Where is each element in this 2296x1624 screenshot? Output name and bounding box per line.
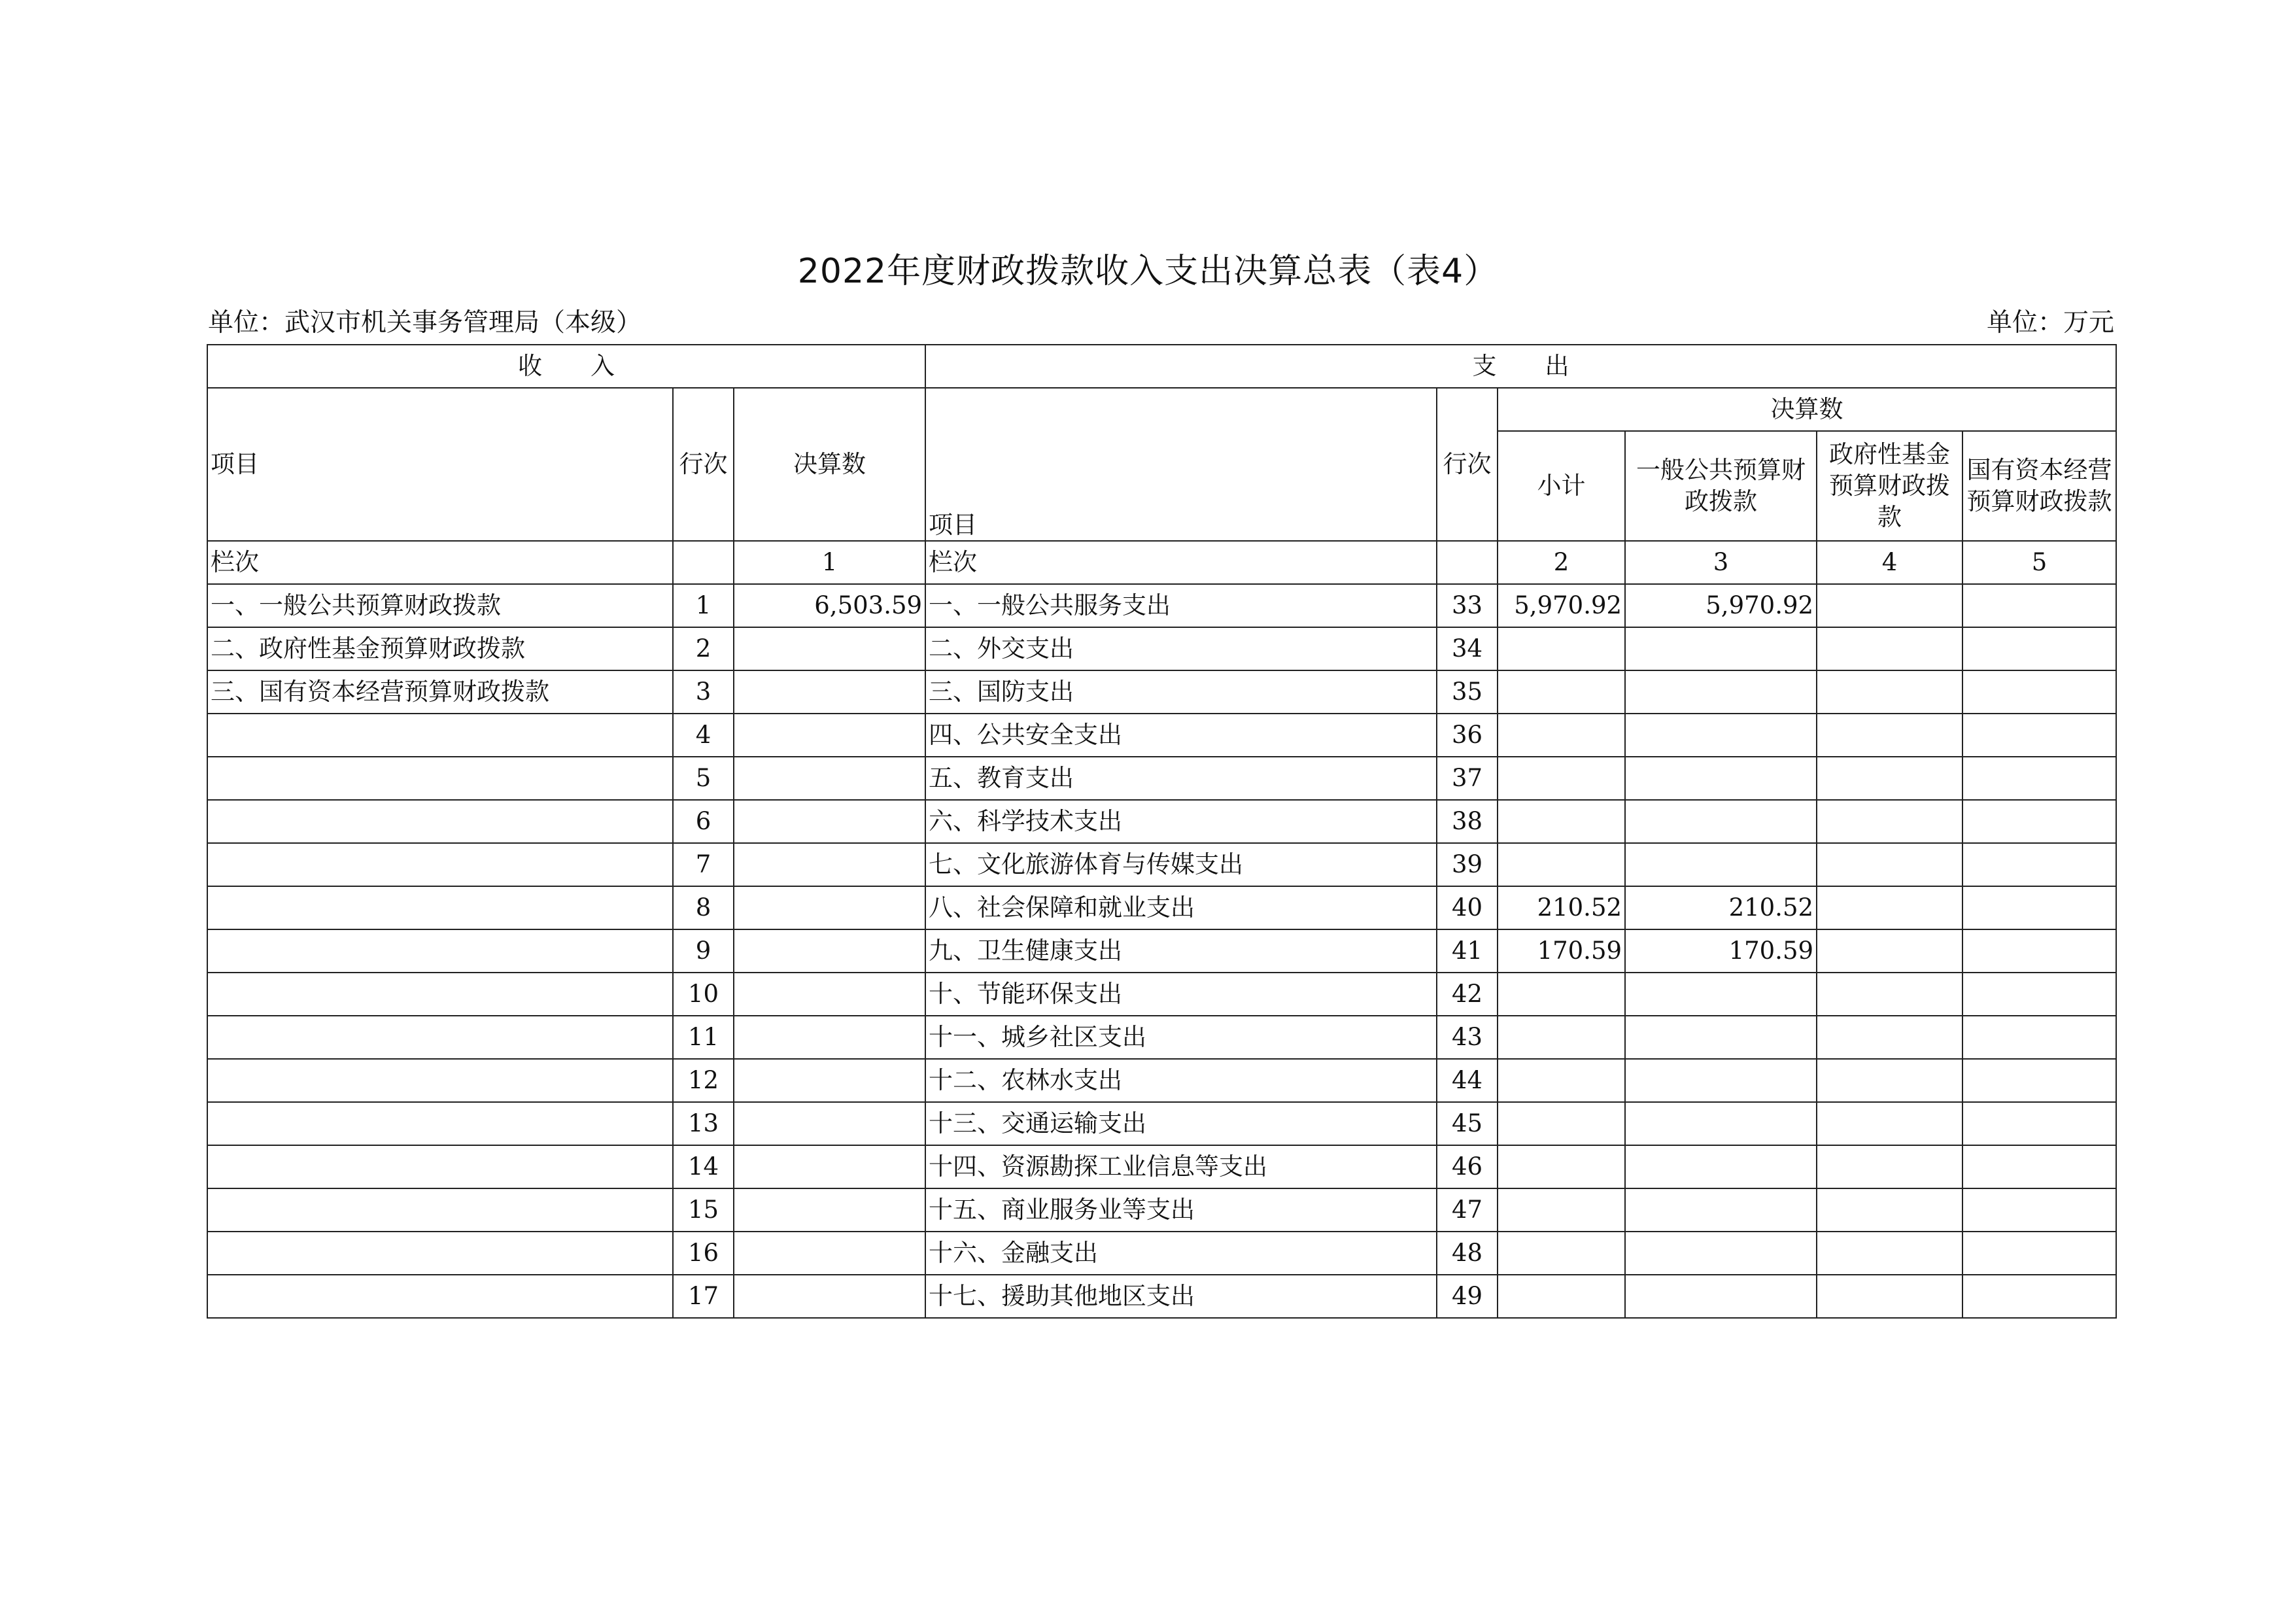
income-row-no-cell: 4 — [673, 714, 734, 757]
income-item-cell — [207, 1188, 673, 1232]
income-item-cell: 三、国有资本经营预算财政拨款 — [207, 670, 673, 714]
state-capital-cell — [1962, 843, 2116, 886]
state-capital-cell — [1962, 757, 2116, 800]
income-item-cell — [207, 1275, 673, 1318]
income-item-cell — [207, 886, 673, 929]
budget-settlement-table — [207, 344, 2117, 1319]
table-row — [207, 843, 2116, 886]
state-capital-cell — [1962, 1059, 2116, 1102]
expense-row-no-cell: 35 — [1437, 670, 1498, 714]
general-budget-cell: 170.59 — [1625, 929, 1817, 973]
expense-item-cell: 十三、交通运输支出 — [925, 1102, 1437, 1145]
general-budget-cell — [1625, 1232, 1817, 1275]
income-row-no-cell: 9 — [673, 929, 734, 973]
general-budget-cell — [1625, 800, 1817, 843]
page-title: 2022年度财政拨款收入支出决算总表（表4） — [797, 252, 1499, 291]
table-row — [207, 800, 2116, 843]
general-budget-cell — [1625, 627, 1817, 670]
unit-organization: 单位：武汉市机关事务管理局（本级） — [208, 308, 642, 337]
income-item-cell — [207, 929, 673, 973]
state-capital-cell — [1962, 886, 2116, 929]
expense-item-cell: 十六、金融支出 — [925, 1232, 1437, 1275]
income-amount-cell — [734, 1102, 925, 1145]
income-item-cell — [207, 714, 673, 757]
subtotal-cell — [1498, 1275, 1625, 1318]
general-budget-cell — [1625, 1275, 1817, 1318]
subtotal-cell — [1498, 1102, 1625, 1145]
state-capital-cell — [1962, 670, 2116, 714]
general-budget-cell: 5,970.92 — [1625, 584, 1817, 627]
gov-fund-cell — [1817, 1188, 1962, 1232]
gov-fund-cell — [1817, 1016, 1962, 1059]
gov-fund-cell — [1817, 1275, 1962, 1318]
expense-item-cell: 八、社会保障和就业支出 — [925, 886, 1437, 929]
income-amount-cell — [734, 670, 925, 714]
general-budget-cell — [1625, 757, 1817, 800]
general-budget-cell — [1625, 1059, 1817, 1102]
expense-item-header: 项目 — [925, 388, 1437, 541]
state-capital-cell — [1962, 714, 2116, 757]
state-capital-cell — [1962, 1145, 2116, 1188]
general-budget-cell — [1625, 843, 1817, 886]
expense-item-cell: 六、科学技术支出 — [925, 800, 1437, 843]
state-capital-cell — [1962, 627, 2116, 670]
table-row — [207, 1232, 2116, 1275]
income-row-no-cell: 5 — [673, 757, 734, 800]
expense-row-no-cell: 40 — [1437, 886, 1498, 929]
expense-row-no-cell: 43 — [1437, 1016, 1498, 1059]
income-row-no-cell: 2 — [673, 627, 734, 670]
general-budget-cell: 210.52 — [1625, 886, 1817, 929]
income-amount-cell — [734, 714, 925, 757]
income-row-no-cell: 12 — [673, 1059, 734, 1102]
expense-row-no-cell: 44 — [1437, 1059, 1498, 1102]
income-row-no-cell: 13 — [673, 1102, 734, 1145]
header-row-section — [207, 345, 2116, 388]
subtotal-header: 小计 — [1498, 431, 1625, 541]
column-index-row — [207, 541, 2116, 584]
income-row-no-cell: 16 — [673, 1232, 734, 1275]
expense-header: 支 出 — [925, 345, 2116, 388]
general-budget-cell — [1625, 973, 1817, 1016]
col-index-5: 5 — [1962, 541, 2116, 584]
expense-row-no-cell: 42 — [1437, 973, 1498, 1016]
subtotal-cell — [1498, 757, 1625, 800]
col-index-empty — [673, 541, 734, 584]
gov-fund-cell — [1817, 1059, 1962, 1102]
state-capital-cell — [1962, 1102, 2116, 1145]
income-amount-cell — [734, 929, 925, 973]
income-row-no-cell: 8 — [673, 886, 734, 929]
income-row-no-cell: 7 — [673, 843, 734, 886]
income-header: 收 入 — [207, 345, 925, 388]
income-amount-cell — [734, 627, 925, 670]
income-row-no-cell: 1 — [673, 584, 734, 627]
income-row-no-cell: 14 — [673, 1145, 734, 1188]
income-row-no-cell: 6 — [673, 800, 734, 843]
col-index-1: 1 — [734, 541, 925, 584]
income-item-cell — [207, 973, 673, 1016]
income-amount-cell — [734, 757, 925, 800]
income-amount-cell — [734, 1016, 925, 1059]
gov-fund-cell — [1817, 973, 1962, 1016]
state-capital-cell — [1962, 584, 2116, 627]
income-row-no-cell: 11 — [673, 1016, 734, 1059]
expense-row-no-cell: 49 — [1437, 1275, 1498, 1318]
income-row-no-cell: 3 — [673, 670, 734, 714]
expense-item-cell: 十七、援助其他地区支出 — [925, 1275, 1437, 1318]
expense-item-cell: 一、一般公共服务支出 — [925, 584, 1437, 627]
settle-group-header: 决算数 — [1498, 388, 2116, 431]
expense-item-cell: 四、公共安全支出 — [925, 714, 1437, 757]
expense-row-no-cell: 34 — [1437, 627, 1498, 670]
col-index-3: 3 — [1625, 541, 1817, 584]
table-row — [207, 1275, 2116, 1318]
expense-item-cell: 二、外交支出 — [925, 627, 1437, 670]
income-row-no-cell: 17 — [673, 1275, 734, 1318]
subtotal-cell — [1498, 843, 1625, 886]
general-budget-cell — [1625, 1145, 1817, 1188]
income-row-no-cell: 15 — [673, 1188, 734, 1232]
state-capital-cell — [1962, 929, 2116, 973]
subtotal-cell: 210.52 — [1498, 886, 1625, 929]
col-index-2: 2 — [1498, 541, 1625, 584]
income-item-cell — [207, 757, 673, 800]
expense-row-no-cell: 45 — [1437, 1102, 1498, 1145]
income-amount-cell — [734, 1275, 925, 1318]
income-item-cell: 二、政府性基金预算财政拨款 — [207, 627, 673, 670]
state-capital-cell — [1962, 1275, 2116, 1318]
expense-item-cell: 九、卫生健康支出 — [925, 929, 1437, 973]
income-amount-cell — [734, 1145, 925, 1188]
table-row — [207, 670, 2116, 714]
expense-item-cell: 三、国防支出 — [925, 670, 1437, 714]
income-item-cell — [207, 1145, 673, 1188]
gov-fund-header: 政府性基金预算财政拨款 — [1817, 431, 1962, 541]
table-row — [207, 886, 2116, 929]
header-row-1 — [207, 388, 2116, 431]
state-capital-cell — [1962, 1188, 2116, 1232]
expense-row-no-cell: 47 — [1437, 1188, 1498, 1232]
gov-fund-cell — [1817, 886, 1962, 929]
table-row — [207, 929, 2116, 973]
expense-row-no-cell: 38 — [1437, 800, 1498, 843]
expense-item-cell: 七、文化旅游体育与传媒支出 — [925, 843, 1437, 886]
state-capital-cell — [1962, 800, 2116, 843]
subtotal-cell — [1498, 1232, 1625, 1275]
general-budget-cell — [1625, 1188, 1817, 1232]
gov-fund-cell — [1817, 714, 1962, 757]
gov-fund-cell — [1817, 1232, 1962, 1275]
expense-item-cell: 十一、城乡社区支出 — [925, 1016, 1437, 1059]
subtotal-cell: 5,970.92 — [1498, 584, 1625, 627]
subtotal-cell — [1498, 670, 1625, 714]
general-budget-header: 一般公共预算财政拨款 — [1625, 431, 1817, 541]
income-row-no-cell: 10 — [673, 973, 734, 1016]
unit-currency: 单位：万元 — [1986, 308, 2114, 337]
expense-item-cell: 五、教育支出 — [925, 757, 1437, 800]
general-budget-cell — [1625, 1102, 1817, 1145]
subtotal-cell — [1498, 800, 1625, 843]
expense-row-no-cell: 37 — [1437, 757, 1498, 800]
gov-fund-cell — [1817, 1102, 1962, 1145]
table-row — [207, 757, 2116, 800]
gov-fund-cell — [1817, 627, 1962, 670]
income-amount-cell — [734, 1059, 925, 1102]
income-item-header: 项目 — [207, 388, 673, 541]
expense-row-no-header: 行次 — [1437, 388, 1498, 541]
table-row — [207, 1059, 2116, 1102]
income-item-cell — [207, 800, 673, 843]
col-index-4: 4 — [1817, 541, 1962, 584]
table-row — [207, 584, 2116, 627]
income-item-cell — [207, 1059, 673, 1102]
expense-item-cell: 十二、农林水支出 — [925, 1059, 1437, 1102]
income-row-no-header: 行次 — [673, 388, 734, 541]
income-item-cell — [207, 1102, 673, 1145]
col-label-expense: 栏次 — [925, 541, 1437, 584]
subtotal-cell — [1498, 973, 1625, 1016]
subtotal-cell — [1498, 714, 1625, 757]
income-amount-cell — [734, 1232, 925, 1275]
general-budget-cell — [1625, 714, 1817, 757]
general-budget-cell — [1625, 1016, 1817, 1059]
gov-fund-cell — [1817, 800, 1962, 843]
income-amount-cell — [734, 800, 925, 843]
income-item-cell — [207, 1016, 673, 1059]
table-row — [207, 627, 2116, 670]
table-row — [207, 1145, 2116, 1188]
state-capital-header: 国有资本经营预算财政拨款 — [1962, 431, 2116, 541]
income-amount-cell — [734, 1188, 925, 1232]
table-row — [207, 973, 2116, 1016]
income-amount-cell — [734, 973, 925, 1016]
subtotal-cell — [1498, 1145, 1625, 1188]
income-item-cell: 一、一般公共预算财政拨款 — [207, 584, 673, 627]
table-row — [207, 714, 2116, 757]
state-capital-cell — [1962, 1232, 2116, 1275]
expense-row-no-cell: 48 — [1437, 1232, 1498, 1275]
gov-fund-cell — [1817, 757, 1962, 800]
gov-fund-cell — [1817, 670, 1962, 714]
gov-fund-cell — [1817, 1145, 1962, 1188]
table-row — [207, 1102, 2116, 1145]
expense-row-no-cell: 46 — [1437, 1145, 1498, 1188]
gov-fund-cell — [1817, 929, 1962, 973]
expense-row-no-cell: 39 — [1437, 843, 1498, 886]
subtotal-cell — [1498, 1059, 1625, 1102]
income-amount-cell — [734, 843, 925, 886]
expense-item-cell: 十、节能环保支出 — [925, 973, 1437, 1016]
income-amount-cell — [734, 886, 925, 929]
state-capital-cell — [1962, 973, 2116, 1016]
income-item-cell — [207, 843, 673, 886]
table-row — [207, 1016, 2116, 1059]
subtotal-cell — [1498, 1188, 1625, 1232]
income-settle-header: 决算数 — [734, 388, 925, 541]
table-row — [207, 1188, 2116, 1232]
gov-fund-cell — [1817, 843, 1962, 886]
expense-row-no-cell: 33 — [1437, 584, 1498, 627]
income-item-cell — [207, 1232, 673, 1275]
expense-row-no-cell: 41 — [1437, 929, 1498, 973]
subtotal-cell — [1498, 627, 1625, 670]
expense-row-no-cell: 36 — [1437, 714, 1498, 757]
subtotal-cell: 170.59 — [1498, 929, 1625, 973]
subtotal-cell — [1498, 1016, 1625, 1059]
general-budget-cell — [1625, 670, 1817, 714]
col-label-income: 栏次 — [207, 541, 673, 584]
income-amount-cell: 6,503.59 — [734, 584, 925, 627]
col-index-empty — [1437, 541, 1498, 584]
expense-item-cell: 十五、商业服务业等支出 — [925, 1188, 1437, 1232]
expense-item-cell: 十四、资源勘探工业信息等支出 — [925, 1145, 1437, 1188]
state-capital-cell — [1962, 1016, 2116, 1059]
gov-fund-cell — [1817, 584, 1962, 627]
